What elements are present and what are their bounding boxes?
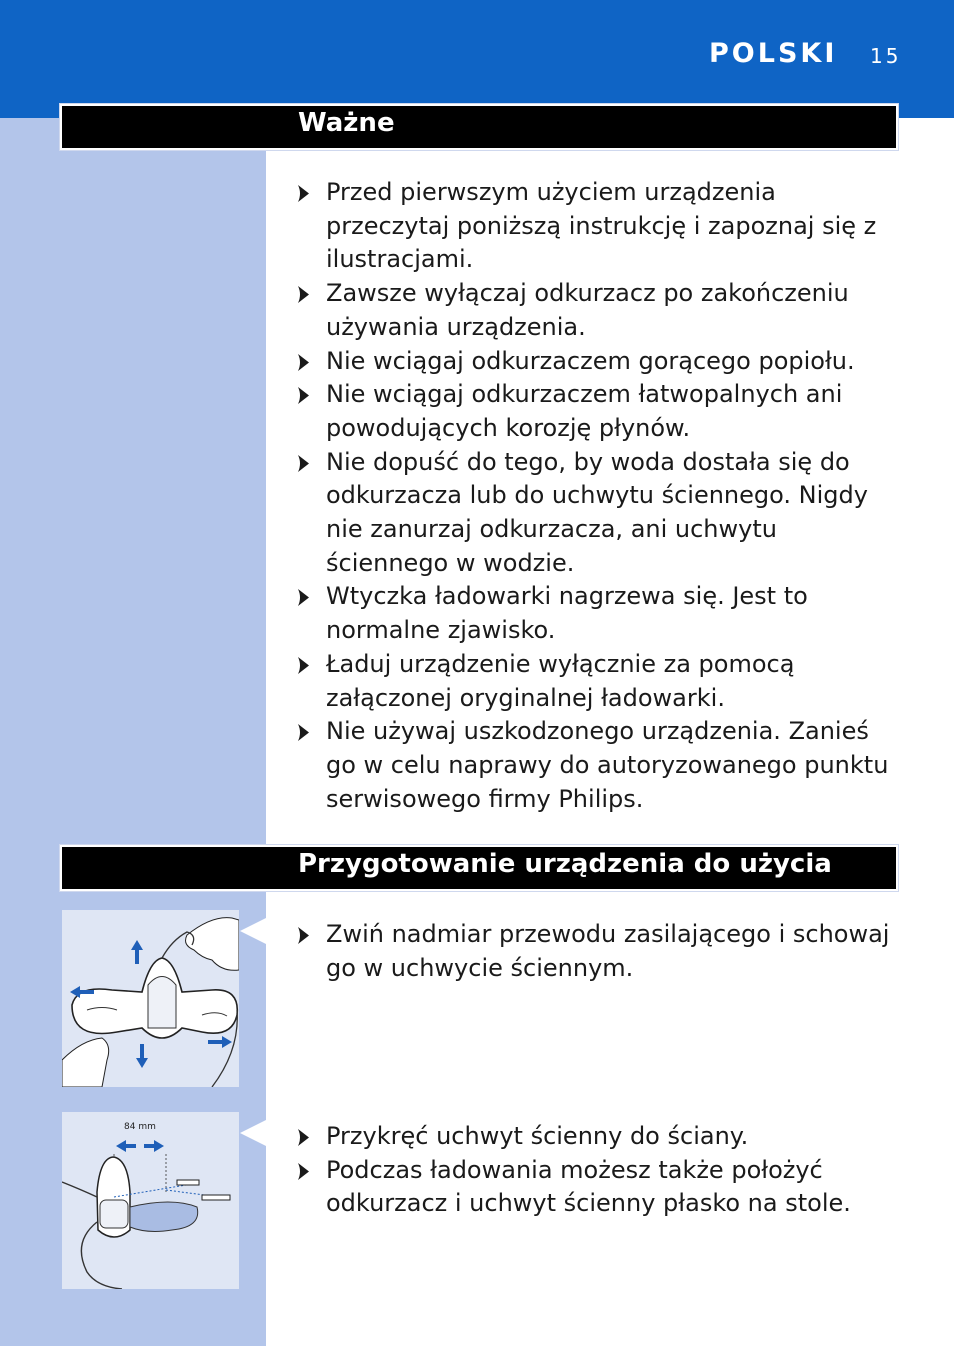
list-item-text: Nie wciągaj odkurzaczem gorącego popiołu. <box>326 346 855 375</box>
list-item <box>298 648 898 715</box>
step2-list <box>298 1120 898 1221</box>
list-item-text: Zwiń nadmiar przewodu zasilającego i schowaj go w uchwycie ściennym. <box>326 920 890 982</box>
figure-pointer <box>240 1120 266 1146</box>
list-item-text: Zawsze wyłączaj odkurzacz po zakończeniu używania urządzenia. <box>326 279 849 341</box>
list-item <box>298 345 898 379</box>
list-item <box>298 378 898 445</box>
section-header-wazne <box>60 104 898 150</box>
bullet-icon <box>298 455 309 472</box>
bullet-icon <box>298 1129 309 1146</box>
bullet-icon <box>298 354 309 371</box>
list-item <box>298 1154 898 1221</box>
language-label: POLSKI <box>709 38 838 69</box>
list-item <box>298 446 898 581</box>
bullet-icon <box>298 724 309 741</box>
bullet-icon <box>298 927 309 944</box>
step1-list <box>298 918 898 985</box>
list-item <box>298 277 898 344</box>
page-header-bar <box>0 0 954 118</box>
section-title: Ważne <box>298 108 395 138</box>
list-item-text: Przed pierwszym użyciem urządzenia przeczytaj poniższą instrukcję i zapoznaj się z ilustracjami. <box>326 178 877 274</box>
illustration-wall-mount <box>62 1112 239 1289</box>
bullet-icon <box>298 1163 309 1180</box>
list-item-text: Wtyczka ładowarki nagrzewa się. Jest to normalne zjawisko. <box>326 582 808 645</box>
list-item-text: Nie dopuść do tego, by woda dostała się do odkurzacza lub do uchwytu ściennego. Nigdy nie zanurzaj odkurzacza, ani uchwytu ściennego w wodzie. <box>326 447 868 577</box>
wall-mount-screws-illustration <box>62 1112 239 1289</box>
illustration-cord-storage <box>62 910 239 1087</box>
page-number: 15 <box>870 44 902 68</box>
bullet-icon <box>298 286 309 303</box>
list-item <box>298 580 898 647</box>
list-item-text: Nie wciągaj odkurzaczem łatwopalnych ani powodujących korozję płynów. <box>326 380 843 442</box>
section-header-przygotowanie <box>60 845 898 891</box>
list-item-text: Ładuj urządzenie wyłącznie za pomocą załączonej oryginalnej ładowarki. <box>326 649 795 712</box>
list-item <box>298 715 898 816</box>
section-title: Przygotowanie urządzenia do użycia <box>298 849 832 879</box>
important-notes-list <box>298 176 898 816</box>
measurement-label: 84 mm <box>124 1122 156 1132</box>
bullet-icon <box>298 185 309 202</box>
bullet-icon <box>298 589 309 606</box>
list-item <box>298 1120 898 1154</box>
figure-pointer <box>240 918 266 944</box>
list-item-text: Przykręć uchwyt ścienny do ściany. <box>326 1122 749 1150</box>
list-item-text: Podczas ładowania możesz także położyć odkurzacz i uchwyt ścienny płasko na stole. <box>326 1155 851 1218</box>
bullet-icon <box>298 657 309 674</box>
wall-holder-cord-illustration <box>62 910 239 1087</box>
list-item <box>298 918 898 985</box>
list-item-text: Nie używaj uszkodzonego urządzenia. Zanieś go w celu naprawy do autoryzowanego punktu serwisowego firmy Philips. <box>326 717 889 813</box>
bullet-icon <box>298 387 309 404</box>
list-item <box>298 176 898 277</box>
